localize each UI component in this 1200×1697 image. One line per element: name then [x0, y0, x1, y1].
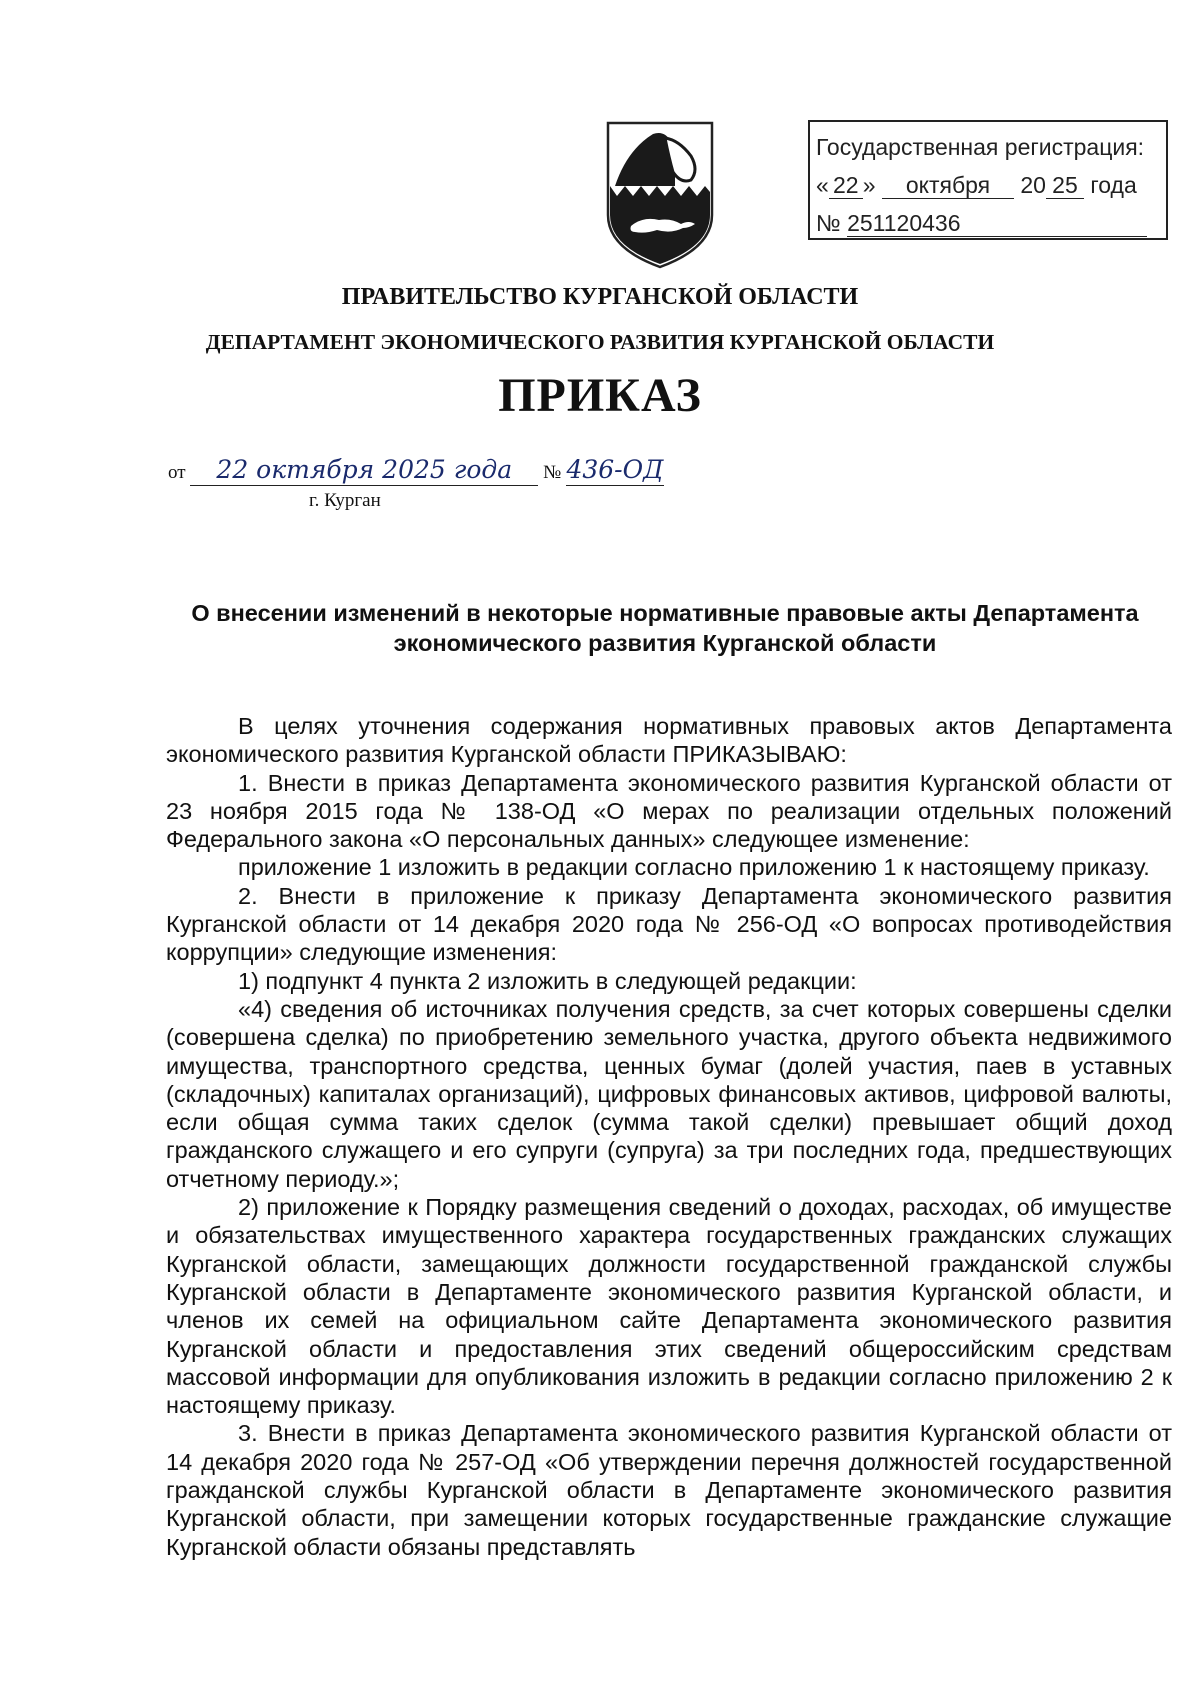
- order-date-line: [168, 455, 664, 486]
- order-city: г. Курган: [309, 490, 381, 511]
- body-paragraph: 3. Внести в приказ Департамента экономического развития Курганской области от 14 декабря 2020 года № 257-ОД «Об утверждении перечня должностей государственной гражданской службы Курганской области в Департаменте экономического развития Курганской области, при замещении которых государственные гражданские служащие Курганской области обязаны представлять: [166, 1420, 1172, 1560]
- registration-year-prefix: 20: [1020, 172, 1046, 198]
- body-paragraph: 2) приложение к Порядку размещения сведений о доходах, расходах, об имуществе и обязательствах имущественного характера государственных гражданских служащих Курганской области, замещающих должности государственной гражданской службы Курганской области в Департаменте экономического развития Курганской области, и членов их семей на официальном сайте Департамента экономического развития Курганской области и предоставления этих сведений общероссийским средствам массовой информации для опубликования изложить в редакции согласно приложению 2 к настоящему приказу.: [166, 1194, 1172, 1419]
- registration-number: 251120436: [847, 210, 1147, 237]
- document-type-heading: ПРИКАЗ: [498, 369, 702, 422]
- body-paragraph: В целях уточнения содержания нормативных правовых актов Департамента экономического развития Курганской области ПРИКАЗЫВАЮ:: [166, 713, 1172, 768]
- body-paragraph: 2. Внести в приложение к приказу Департамента экономического развития Курганской области от 14 декабря 2020 года № 256-ОД «О вопросах противодействия коррупции» следующие изменения:: [166, 882, 1172, 966]
- registration-day: 22: [829, 172, 863, 199]
- department-heading: ДЕПАРТАМЕНТ ЭКОНОМИЧЕСКОГО РАЗВИТИЯ КУРГАНСКОЙ ОБЛАСТИ: [205, 330, 995, 354]
- body-paragraph: «4) сведения об источниках получения средств, за счет которых совершены сделки (совершена сделка) по приобретению земельного участка, другого объекта недвижимого имущества, транспортного средства, ценных бумаг (долей участия, паев в уставных (складочных) капиталах организаций), цифровых финансовых активов, цифровой валюты, если общая сумма таких сделок (сумма такой сделки) превышает общий доход гражданского служащего и его супруги (супруга) за три последних года, предшествующих отчетному периоду.»;: [166, 995, 1172, 1192]
- registration-month: октября: [882, 172, 1014, 199]
- registration-number-sign: №: [816, 210, 841, 236]
- document-title: О внесении изменений в некоторые нормативные правовые акты Департамента экономического развития Курганской области: [191, 600, 1139, 656]
- date-prefix: от: [168, 462, 186, 483]
- registration-date: [816, 166, 1158, 204]
- registration-number-row: [816, 204, 1158, 242]
- order-number-handwritten: 436-ОД: [566, 455, 664, 484]
- document-body: [166, 712, 1172, 1561]
- registration-year-suffix: 25: [1046, 172, 1084, 199]
- registration-year-word: года: [1090, 172, 1137, 198]
- close-quote: »: [862, 172, 876, 198]
- order-date-handwritten: 22 октября 2025 года: [190, 455, 538, 486]
- body-paragraph: 1) подпункт 4 пункта 2 изложить в следующей редакции:: [238, 967, 857, 994]
- kurgan-oblast-coat-of-arms-icon: [605, 120, 715, 270]
- order-number-sign: №: [543, 462, 562, 483]
- body-paragraph: 1. Внести в приказ Департамента экономического развития Курганской области от 23 ноября 2015 года № 138-ОД «О мерах по реализации отдельных положений Федерального закона «О персональных данных» следующее изменение:: [166, 769, 1172, 853]
- body-paragraph: приложение 1 изложить в редакции согласно приложению 1 к настоящему приказу.: [238, 854, 1150, 881]
- government-heading: ПРАВИТЕЛЬСТВО КУРГАНСКОЙ ОБЛАСТИ: [341, 284, 859, 310]
- open-quote: «: [816, 172, 829, 198]
- state-registration-box: [808, 120, 1168, 240]
- registration-label: Государственная регистрация:: [816, 134, 1145, 160]
